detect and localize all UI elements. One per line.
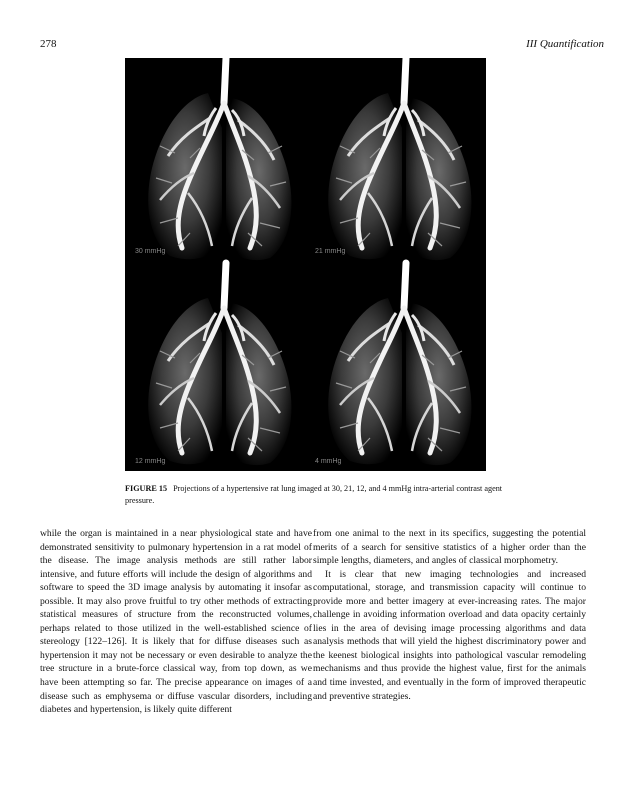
right-column-paragraph-2: It is clear that new imaging technologies and increased computational, storage, and transmission capacity will continue to provide more and better imagery at ever-increasing rates. The major challenge in avoiding information overload and data opacity certainly lies in the area of devising image processing algorithms and data analysis methods that will yield the highest discriminatory power and the keenest biological insights into pathological vascular remodeling mechanisms and thus provide the highest value, first for the animals and time invested, and eventually in the form of improved therapeutic and preventive strategies. — [313, 568, 586, 702]
figure-caption — [125, 483, 505, 507]
page-number: 278 — [40, 38, 57, 50]
figure-caption-text: Projections of a hypertensive rat lung imaged at 30, 21, 12, and 4 mmHg intra-arterial contrast agent pressure. — [125, 484, 503, 505]
right-column — [313, 527, 586, 703]
panel-label-12: 12 mmHg — [135, 458, 166, 465]
lung-projection-figure — [125, 58, 486, 471]
panel-label-30: 30 mmHg — [135, 248, 166, 255]
running-head: III Quantification — [526, 38, 604, 50]
figure-label: FIGURE 15 — [125, 484, 168, 493]
panel-label-21: 21 mmHg — [315, 248, 346, 255]
left-column — [40, 527, 312, 717]
left-column-paragraph: while the organ is maintained in a near physiological state and have demonstrated sensitivity to pulmonary hypertension in a rat model of the disease. The image analysis methods are still rather labor intensive, and future efforts will include the design of algorithms and software to speed the 3D image analysis by automating it insofar as possible. It may also prove fruitful to try other methods of extracting statistical measures of structure from the reconstructed volumes, perhaps related to those utilized in the well-established science of stereology [122–126]. It is likely that for diffuse diseases such as hypertension it may not be necessary or even desirable to analyze the tree structure in a brute-force classical way, from top down, as we have been attempting so far. The precise appearance on images of a disease such as emphysema or diffuse vascular disorders, including diabetes and hypertension, is likely quite different — [40, 528, 312, 716]
panel-label-4: 4 mmHg — [315, 458, 342, 465]
right-column-paragraph-1: from one animal to the next in its specifics, suggesting the potential merits of a search for sensitive statistics of a higher order than the simple lengths, diameters, and angles of classical morphometry. — [313, 528, 586, 567]
